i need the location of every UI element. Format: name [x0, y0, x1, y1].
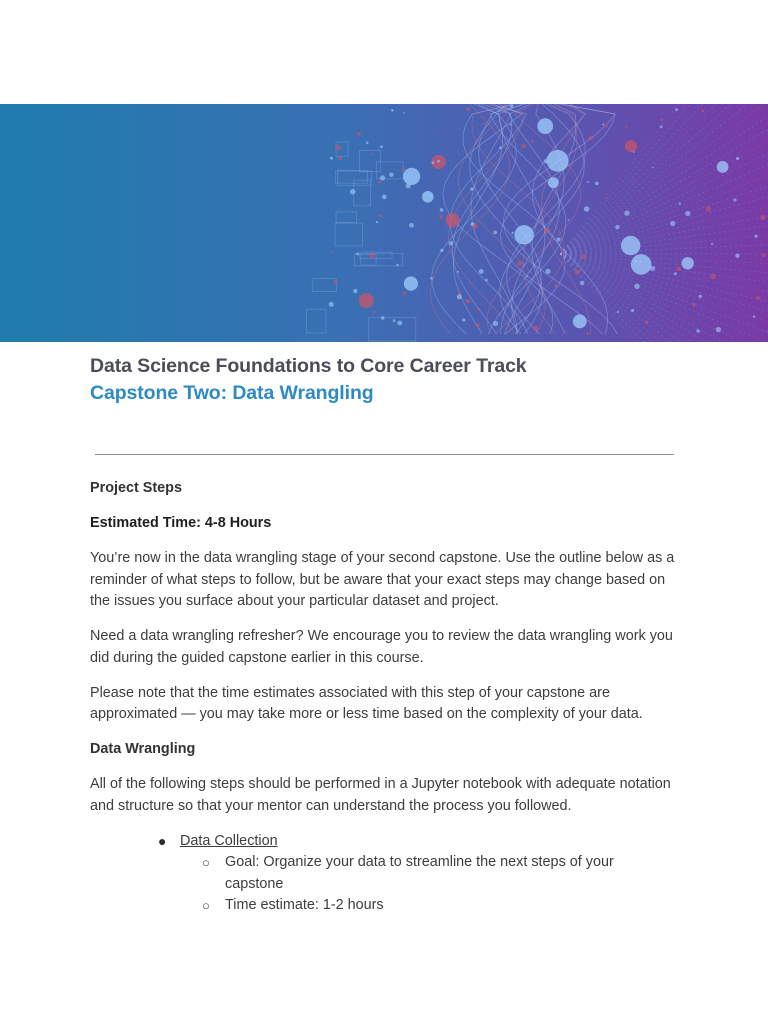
bullet-icon: ●	[158, 832, 167, 849]
document-title: Capstone Two: Data Wrangling	[90, 382, 374, 404]
goal-text: Goal: Organize your data to streamline the next steps of your capstone	[225, 854, 614, 892]
list-item	[158, 831, 680, 917]
document-body	[90, 478, 680, 917]
intro-paragraph: You’re now in the data wrangling stage of your second capstone. Use the outline below as a reminder of what steps to follow, but be aware that your exact steps may change based on the issues you surface about your particular dataset and project.	[90, 550, 675, 609]
list-item	[202, 895, 645, 917]
header-banner-image	[0, 104, 768, 342]
steps-list	[90, 831, 680, 917]
data-visualization-artwork	[0, 104, 768, 342]
estimated-time-heading: Estimated Time: 4-8 Hours	[90, 515, 272, 531]
data-collection-link[interactable]: Data Collection	[180, 832, 278, 849]
project-steps-heading: Project Steps	[90, 480, 182, 496]
time-estimate-text: Time estimate: 1-2 hours	[225, 897, 384, 913]
refresher-paragraph: Need a data wrangling refresher? We encourage you to review the data wrangling work you did during the guided capstone earlier in this course.	[90, 628, 673, 666]
course-title: Data Science Foundations to Core Career Track	[90, 355, 527, 377]
sub-steps-list	[180, 852, 680, 917]
hollow-bullet-icon: ○	[202, 855, 210, 870]
instructions-paragraph: All of the following steps should be performed in a Jupyter notebook with adequate notation and structure so that your mentor can understand the process you followed.	[90, 776, 671, 814]
hollow-bullet-icon: ○	[202, 898, 210, 913]
section-divider	[95, 454, 674, 455]
time-note-paragraph: Please note that the time estimates associated with this step of your capstone are approximated — you may take more or less time based on the complexity of your data.	[90, 684, 643, 722]
data-wrangling-heading: Data Wrangling	[90, 741, 196, 757]
list-item	[202, 852, 645, 895]
